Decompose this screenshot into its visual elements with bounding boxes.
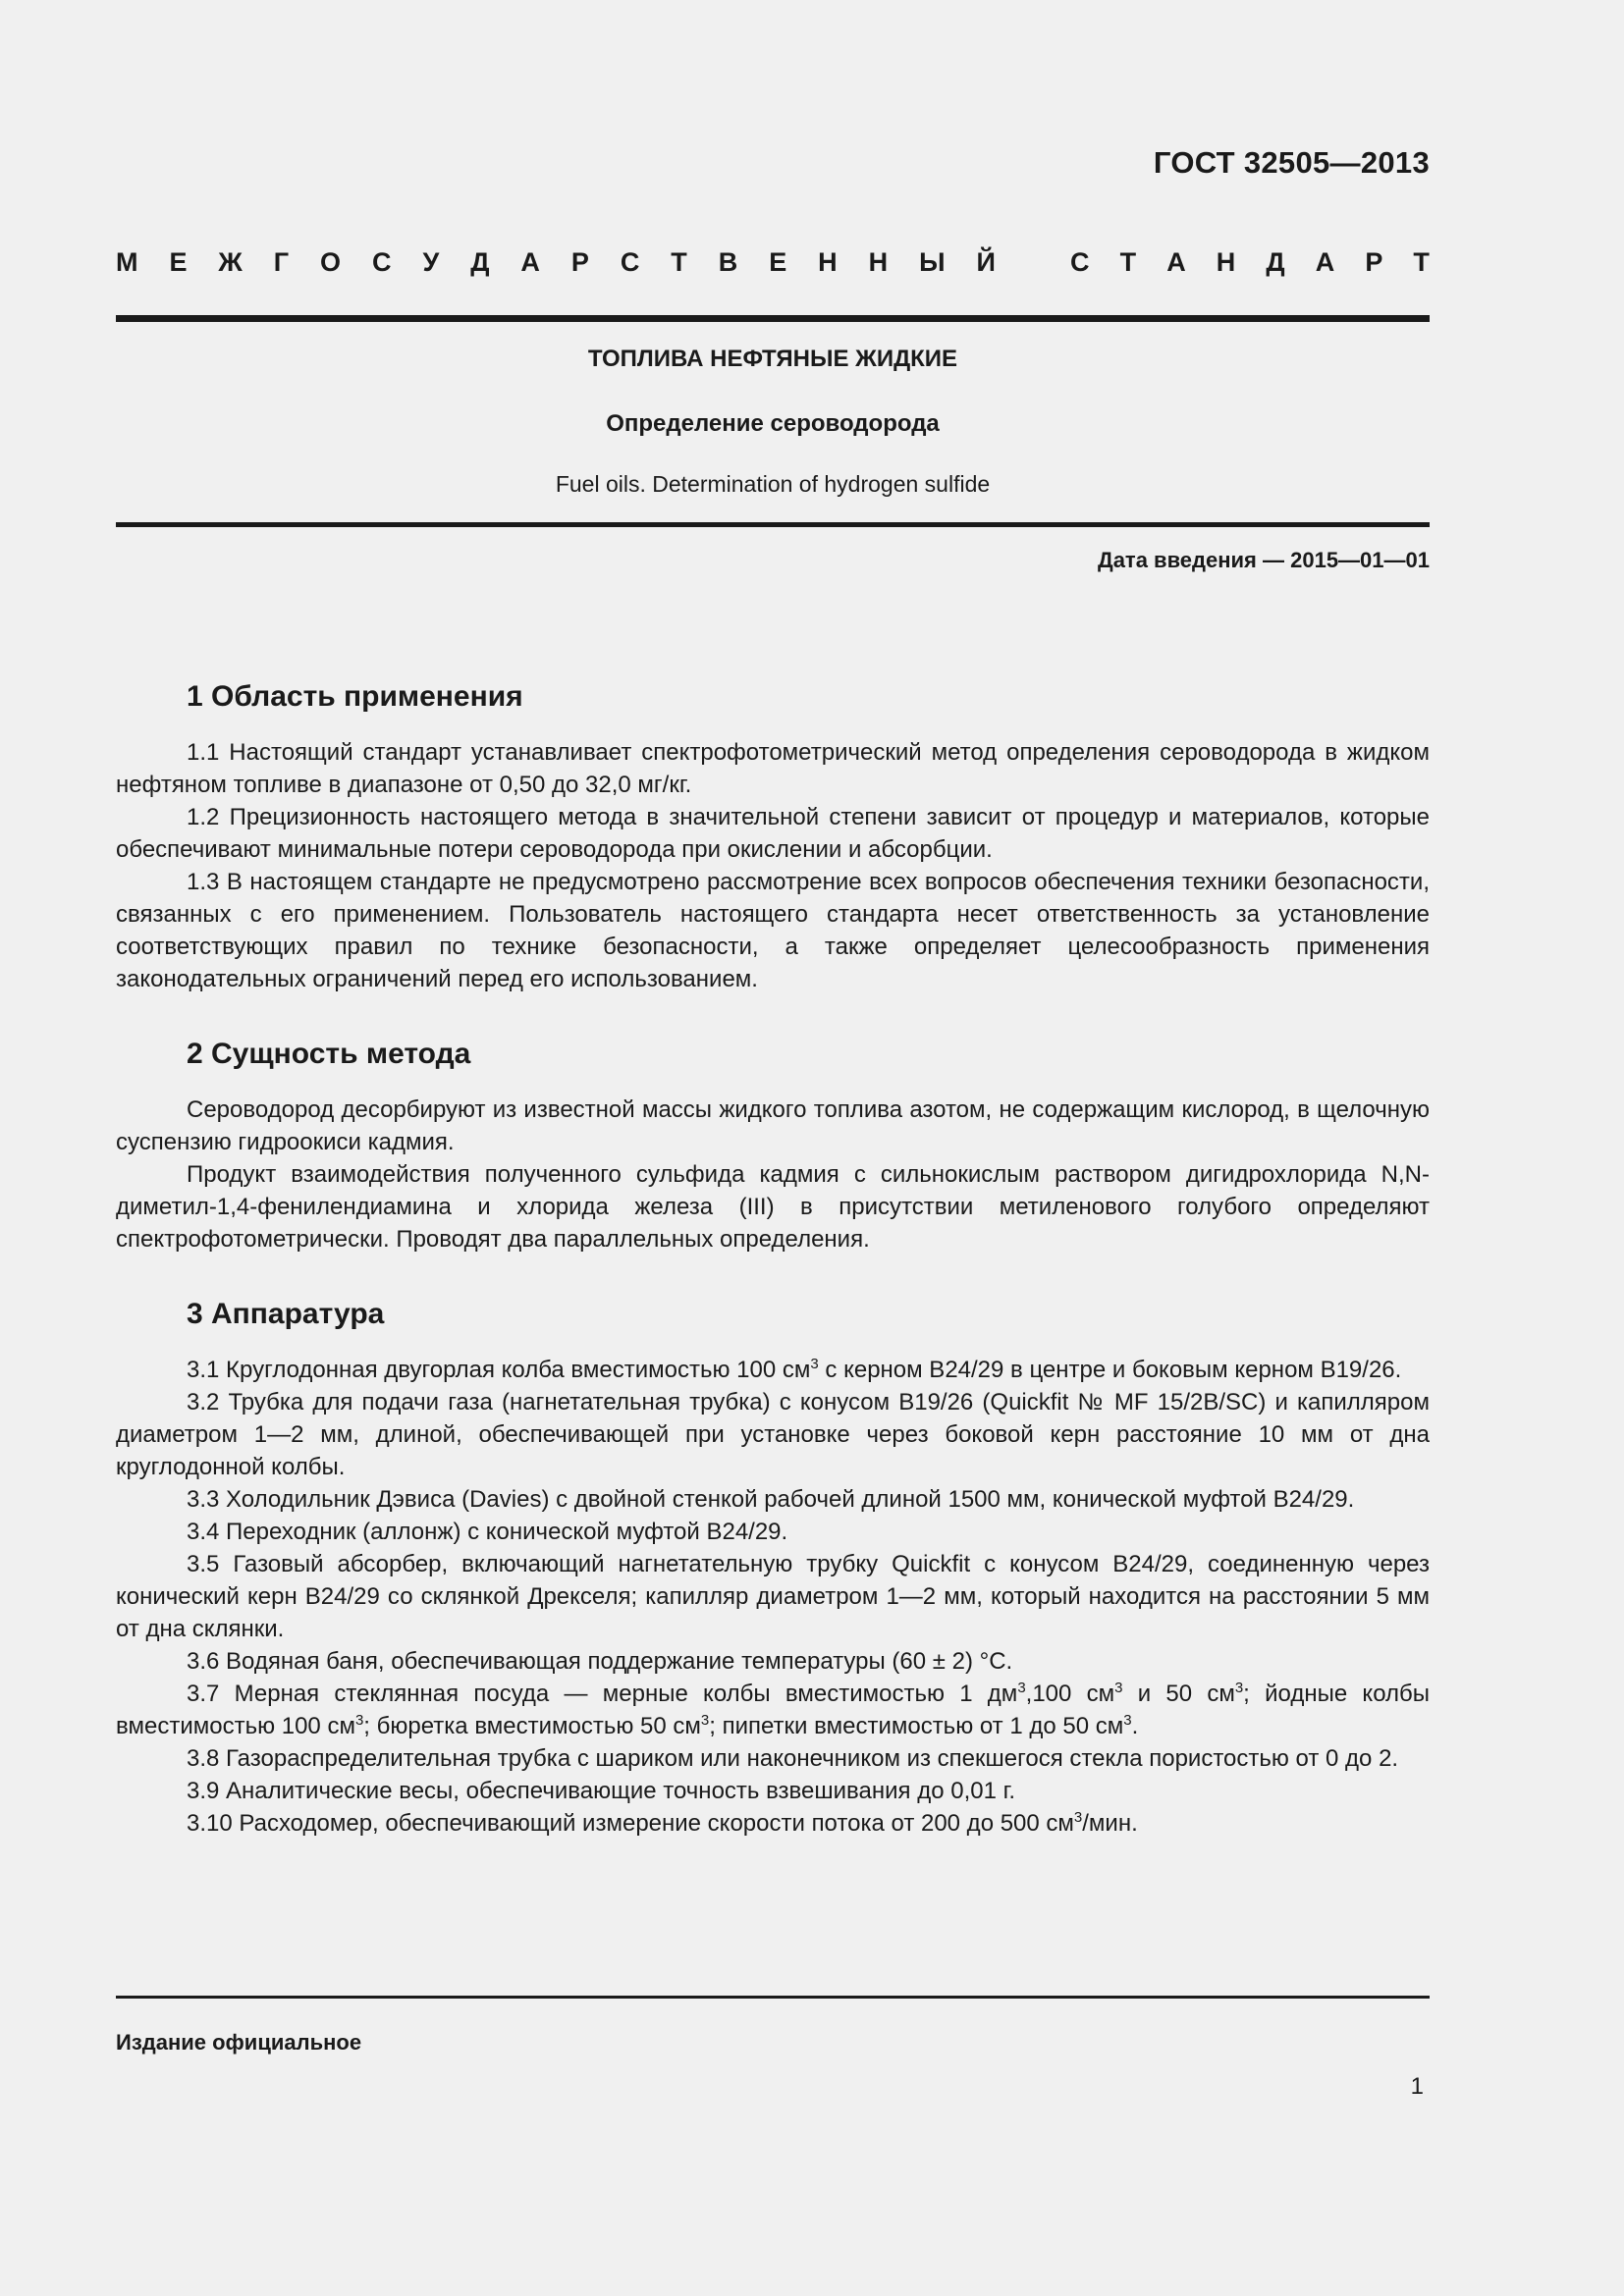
standard-type-letter: Д	[1266, 247, 1285, 277]
standard-type-letter: Е	[169, 247, 188, 277]
section-paragraph: 3.5 Газовый абсорбер, включающий нагнетательную трубку Quickfit с конусом В24/29, соединенную через конический керн В24/29 со склянкой Дрекселя; капилляр диаметром 1—2 мм, который находится на расстоянии 5 мм от дна склянки.	[116, 1551, 1430, 1642]
section-paragraph: 3.7 Мерная стеклянная посуда — мерные колбы вместимостью 1 $дм^3,100$ $см^3$ и 50 $см^3$; йодные колбы вместимостью 100 $см^3$; бюретка вместимостью 50 $см^3$; пипетки вместимостью от 1 до 50 $см^3$.	[116, 1680, 1431, 1739]
standard-type-letter: М	[116, 247, 138, 277]
document-subtitle: Определение сероводорода	[606, 410, 940, 437]
section-paragraph: 3.8 Газораспределительная трубка с шариком или наконечником из спекшегося стекла пористостью от 0 до 2.	[187, 1745, 1399, 1772]
section	[116, 1293, 1430, 1840]
section-paragraph: 3.1 Круглодонная двугорлая колба вместимостью 100 $см^3$ с керном В24/29 в центре и боковым керном В19/26.	[187, 1356, 1402, 1383]
document-body	[116, 675, 1430, 1877]
section-heading: 2 Сущность метода	[187, 1038, 471, 1070]
document-title-english: Fuel oils. Determination of hydrogen sulfide	[555, 471, 991, 497]
section-paragraph: 3.4 Переходник (аллонж) с конической муфтой В24/29.	[187, 1519, 788, 1545]
standard-type-letter: Н	[1216, 247, 1236, 277]
section	[116, 675, 1430, 995]
section-paragraph: Сероводород десорбируют из известной массы жидкого топлива азотом, не содержащим кислород, в щелочную суспензию гидроокиси кадмия.	[116, 1096, 1430, 1155]
standard-type-letter: С	[620, 247, 640, 277]
document-code: ГОСТ 32505—2013	[1153, 145, 1430, 180]
standard-type-letter: А	[1166, 247, 1186, 277]
section-paragraph: 1.2 Прецизионность настоящего метода в значительной степени зависит от процедур и материалов, которые обеспечивают минимальные потери сероводорода при окислении и абсорбции.	[116, 804, 1430, 863]
standard-type-heading	[116, 247, 1430, 278]
section-paragraph: 3.6 Водяная баня, обеспечивающая поддержание температуры (60 ± 2) °С.	[187, 1648, 1013, 1675]
section-paragraph: 3.10 Расходомер, обеспечивающий измерение скорости потока от 200 до 500 $см^3$/мин.	[187, 1809, 1138, 1837]
standard-type-letter: Е	[769, 247, 787, 277]
standard-type-letter: Р	[1365, 247, 1383, 277]
section-paragraph: 3.3 Холодильник Дэвиса (Davies) с двойной стенкой рабочей длиной 1500 мм, конической муфтой В24/29.	[187, 1486, 1355, 1513]
top-divider	[116, 315, 1430, 322]
document-page	[116, 0, 1430, 2296]
standard-type-letter: Т	[671, 247, 687, 277]
standard-type-letter: С	[1070, 247, 1090, 277]
standard-type-letter: О	[320, 247, 342, 277]
edition-note: Издание официальное	[116, 2030, 362, 2055]
introduction-date: Дата введения — 2015—01—01	[1098, 548, 1430, 572]
standard-type-word-1	[116, 247, 996, 278]
standard-type-letter: Д	[470, 247, 490, 277]
standard-type-letter: Т	[1413, 247, 1430, 277]
standard-type-letter: Г	[273, 247, 290, 277]
standard-type-letter: А	[520, 247, 540, 277]
section-heading: 1 Область применения	[187, 680, 523, 713]
section-heading: 3 Аппаратура	[187, 1298, 385, 1330]
section-paragraph: 3.9 Аналитические весы, обеспечивающие точность взвешивания до 0,01 г.	[187, 1778, 1016, 1804]
standard-type-letter: В	[718, 247, 738, 277]
standard-type-letter: Й	[976, 247, 996, 277]
section	[116, 1033, 1430, 1255]
standard-type-letter: Т	[1119, 247, 1137, 277]
standard-type-letter: С	[372, 247, 392, 277]
standard-type-letter: Н	[868, 247, 889, 277]
standard-type-letter: А	[1315, 247, 1335, 277]
standard-type-letter: Н	[818, 247, 838, 277]
document-title: ТОПЛИВА НЕФТЯНЫЕ ЖИДКИЕ	[587, 346, 958, 372]
bottom-divider	[116, 1996, 1430, 1999]
standard-type-letter: Р	[570, 247, 589, 277]
standard-type-letter: У	[422, 247, 440, 277]
standard-type-letter: Ы	[919, 247, 946, 277]
standard-type-letter: Ж	[218, 247, 243, 277]
section-paragraph: Продукт взаимодействия полученного сульфида кадмия с сильнокислым раствором дигидрохлорида N,N-диметил-1,4-фенилендиамина и хлорида железа (III) в присутствии метиленового голубого определяют спектрофотометрически. Проводят два параллельных определения.	[116, 1161, 1430, 1253]
page-number: 1	[1410, 2073, 1424, 2100]
title-divider	[116, 522, 1430, 527]
section-paragraph: 3.2 Трубка для подачи газа (нагнетательная трубка) с конусом В19/26 (Quickfit № MF 15/2B/SC) и капилляром диаметром 1—2 мм, длиной, обеспечивающей при установке через боковой керн расстояние 10 мм от дна круглодонной колбы.	[116, 1389, 1430, 1480]
section-paragraph: 1.3 В настоящем стандарте не предусмотрено рассмотрение всех вопросов обеспечения техники безопасности, связанных с его применением. Пользователь настоящего стандарта несет ответственность за установление соответствующих правил по технике безопасности, а также определяет целесообразность применения законодательных ограничений перед его использованием.	[116, 869, 1430, 992]
section-paragraph: 1.1 Настоящий стандарт устанавливает спектрофотометрический метод определения сероводорода в жидком нефтяном топливе в диапазоне от 0,50 до 32,0 мг/кг.	[116, 739, 1430, 798]
standard-type-word-2	[1070, 247, 1430, 278]
